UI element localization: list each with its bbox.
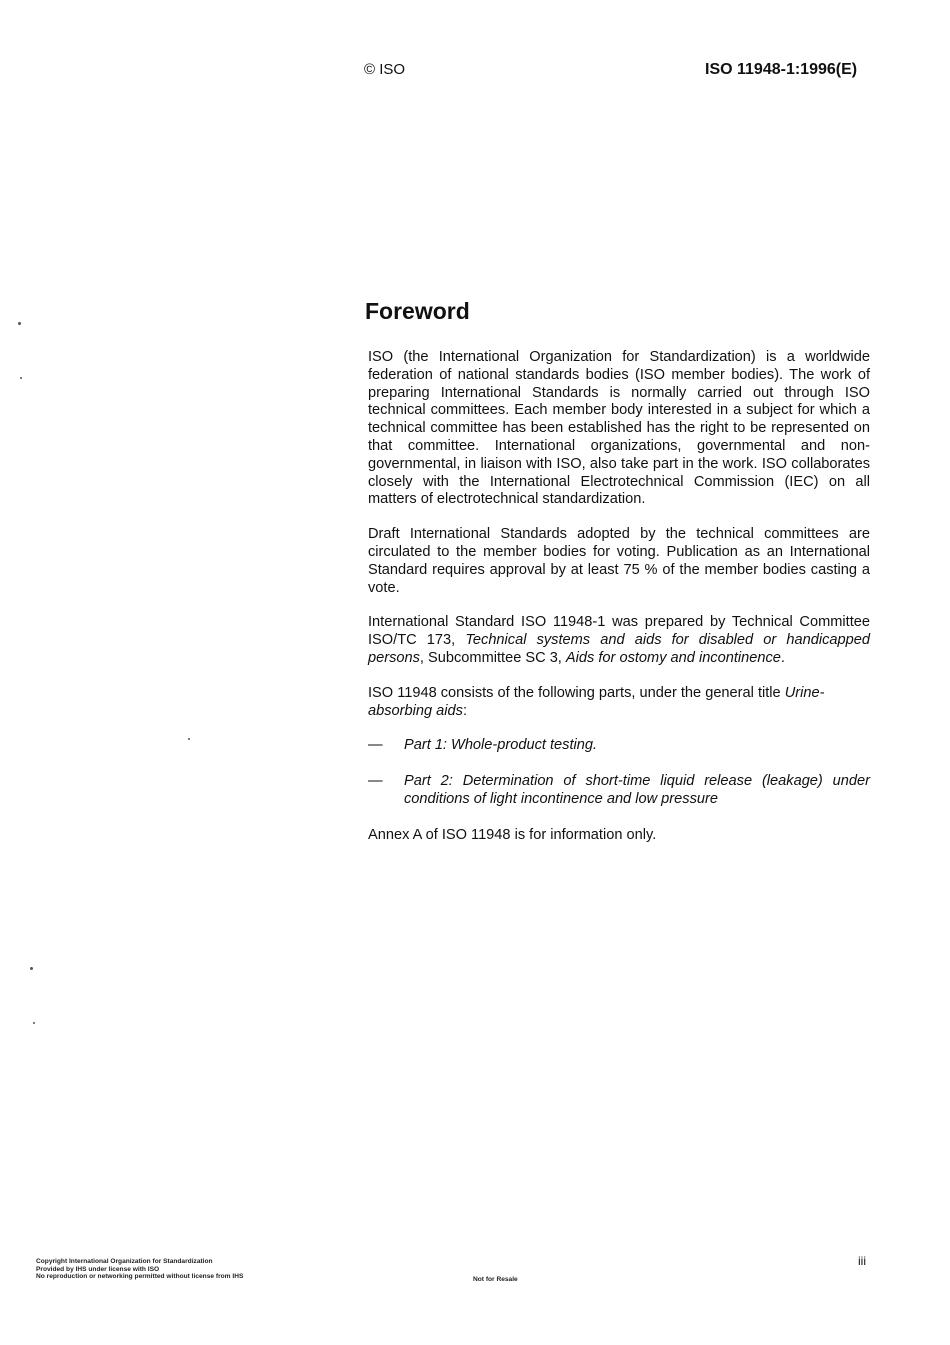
paragraph-iso-intro: ISO (the International Organization for Standardization) is a worldwide federation of national standards bodies (ISO member bodies). The work of preparing International Standards is normally carried out through ISO technical committees. Each member body interested in a subject for which a technical committee has been established has the right to be represented on that committee. International organizations, governmental and non-governmental, in liaison with ISO, also take part in the work. ISO collaborates closely with the International Electrotechnical Commission (IEC) on all matters of electrotechnical standardization. [368, 349, 870, 508]
list-item [368, 737, 870, 755]
parts-intro-text: ISO 11948 consists of the following parts, under the general title [368, 684, 785, 701]
paragraph-draft-standards: Draft International Standards adopted by the technical committees are circulated to the member bodies for voting. Publication as an International Standard requires approval by at least 75 % of the member bodies casting a vote. [368, 526, 870, 596]
scan-speck [18, 322, 21, 325]
scan-speck [20, 377, 22, 379]
list-dash: — [368, 737, 383, 754]
footer-not-for-resale: Not for Resale [473, 1276, 518, 1283]
paragraph-prepared-by [368, 614, 870, 667]
part-2-title: Part 2: Determination of short-time liquid release (leakage) under conditions of light incontinence and low pressure [404, 773, 870, 807]
list-dash: — [368, 773, 383, 790]
scan-speck [33, 1022, 35, 1024]
scan-speck [188, 738, 190, 740]
footer-copyright-line: Provided by IHS under license with ISO [36, 1265, 160, 1273]
foreword-body [368, 349, 870, 862]
committee-title: Technical systems and aids for disabled or handicapped persons [368, 632, 870, 666]
footer-copyright-notice [36, 1258, 243, 1281]
header-standard-number: ISO 11948-1:1996(E) [705, 61, 858, 78]
prepared-by-text-3: . [780, 649, 785, 666]
part-1-title: Part 1: Whole-product testing. [404, 737, 598, 754]
list-item [368, 773, 870, 809]
parts-list [368, 737, 870, 808]
prepared-by-text-2: , Subcommittee SC 3, [419, 649, 566, 666]
parts-intro-end: : [462, 702, 467, 719]
general-title: Urine-absorbing aids [368, 684, 825, 719]
prepared-by-text-1: International Standard ISO 11948-1 was prepared by Technical Committee ISO/TC 173, [368, 614, 870, 649]
page-number: iii [858, 1254, 866, 1268]
scan-speck [30, 967, 33, 970]
page-title: Foreword [365, 298, 470, 324]
paragraph-annex-note: Annex A of ISO 11948 is for information only. [368, 826, 657, 843]
header-copyright: © ISO [364, 61, 406, 78]
footer-copyright-line: No reproduction or networking permitted without license from IHS [36, 1273, 244, 1281]
subcommittee-title: Aids for ostomy and incontinence [565, 649, 781, 666]
paragraph-parts-intro [368, 685, 870, 721]
footer-copyright-line: Copyright International Organization for Standardization [36, 1258, 213, 1265]
